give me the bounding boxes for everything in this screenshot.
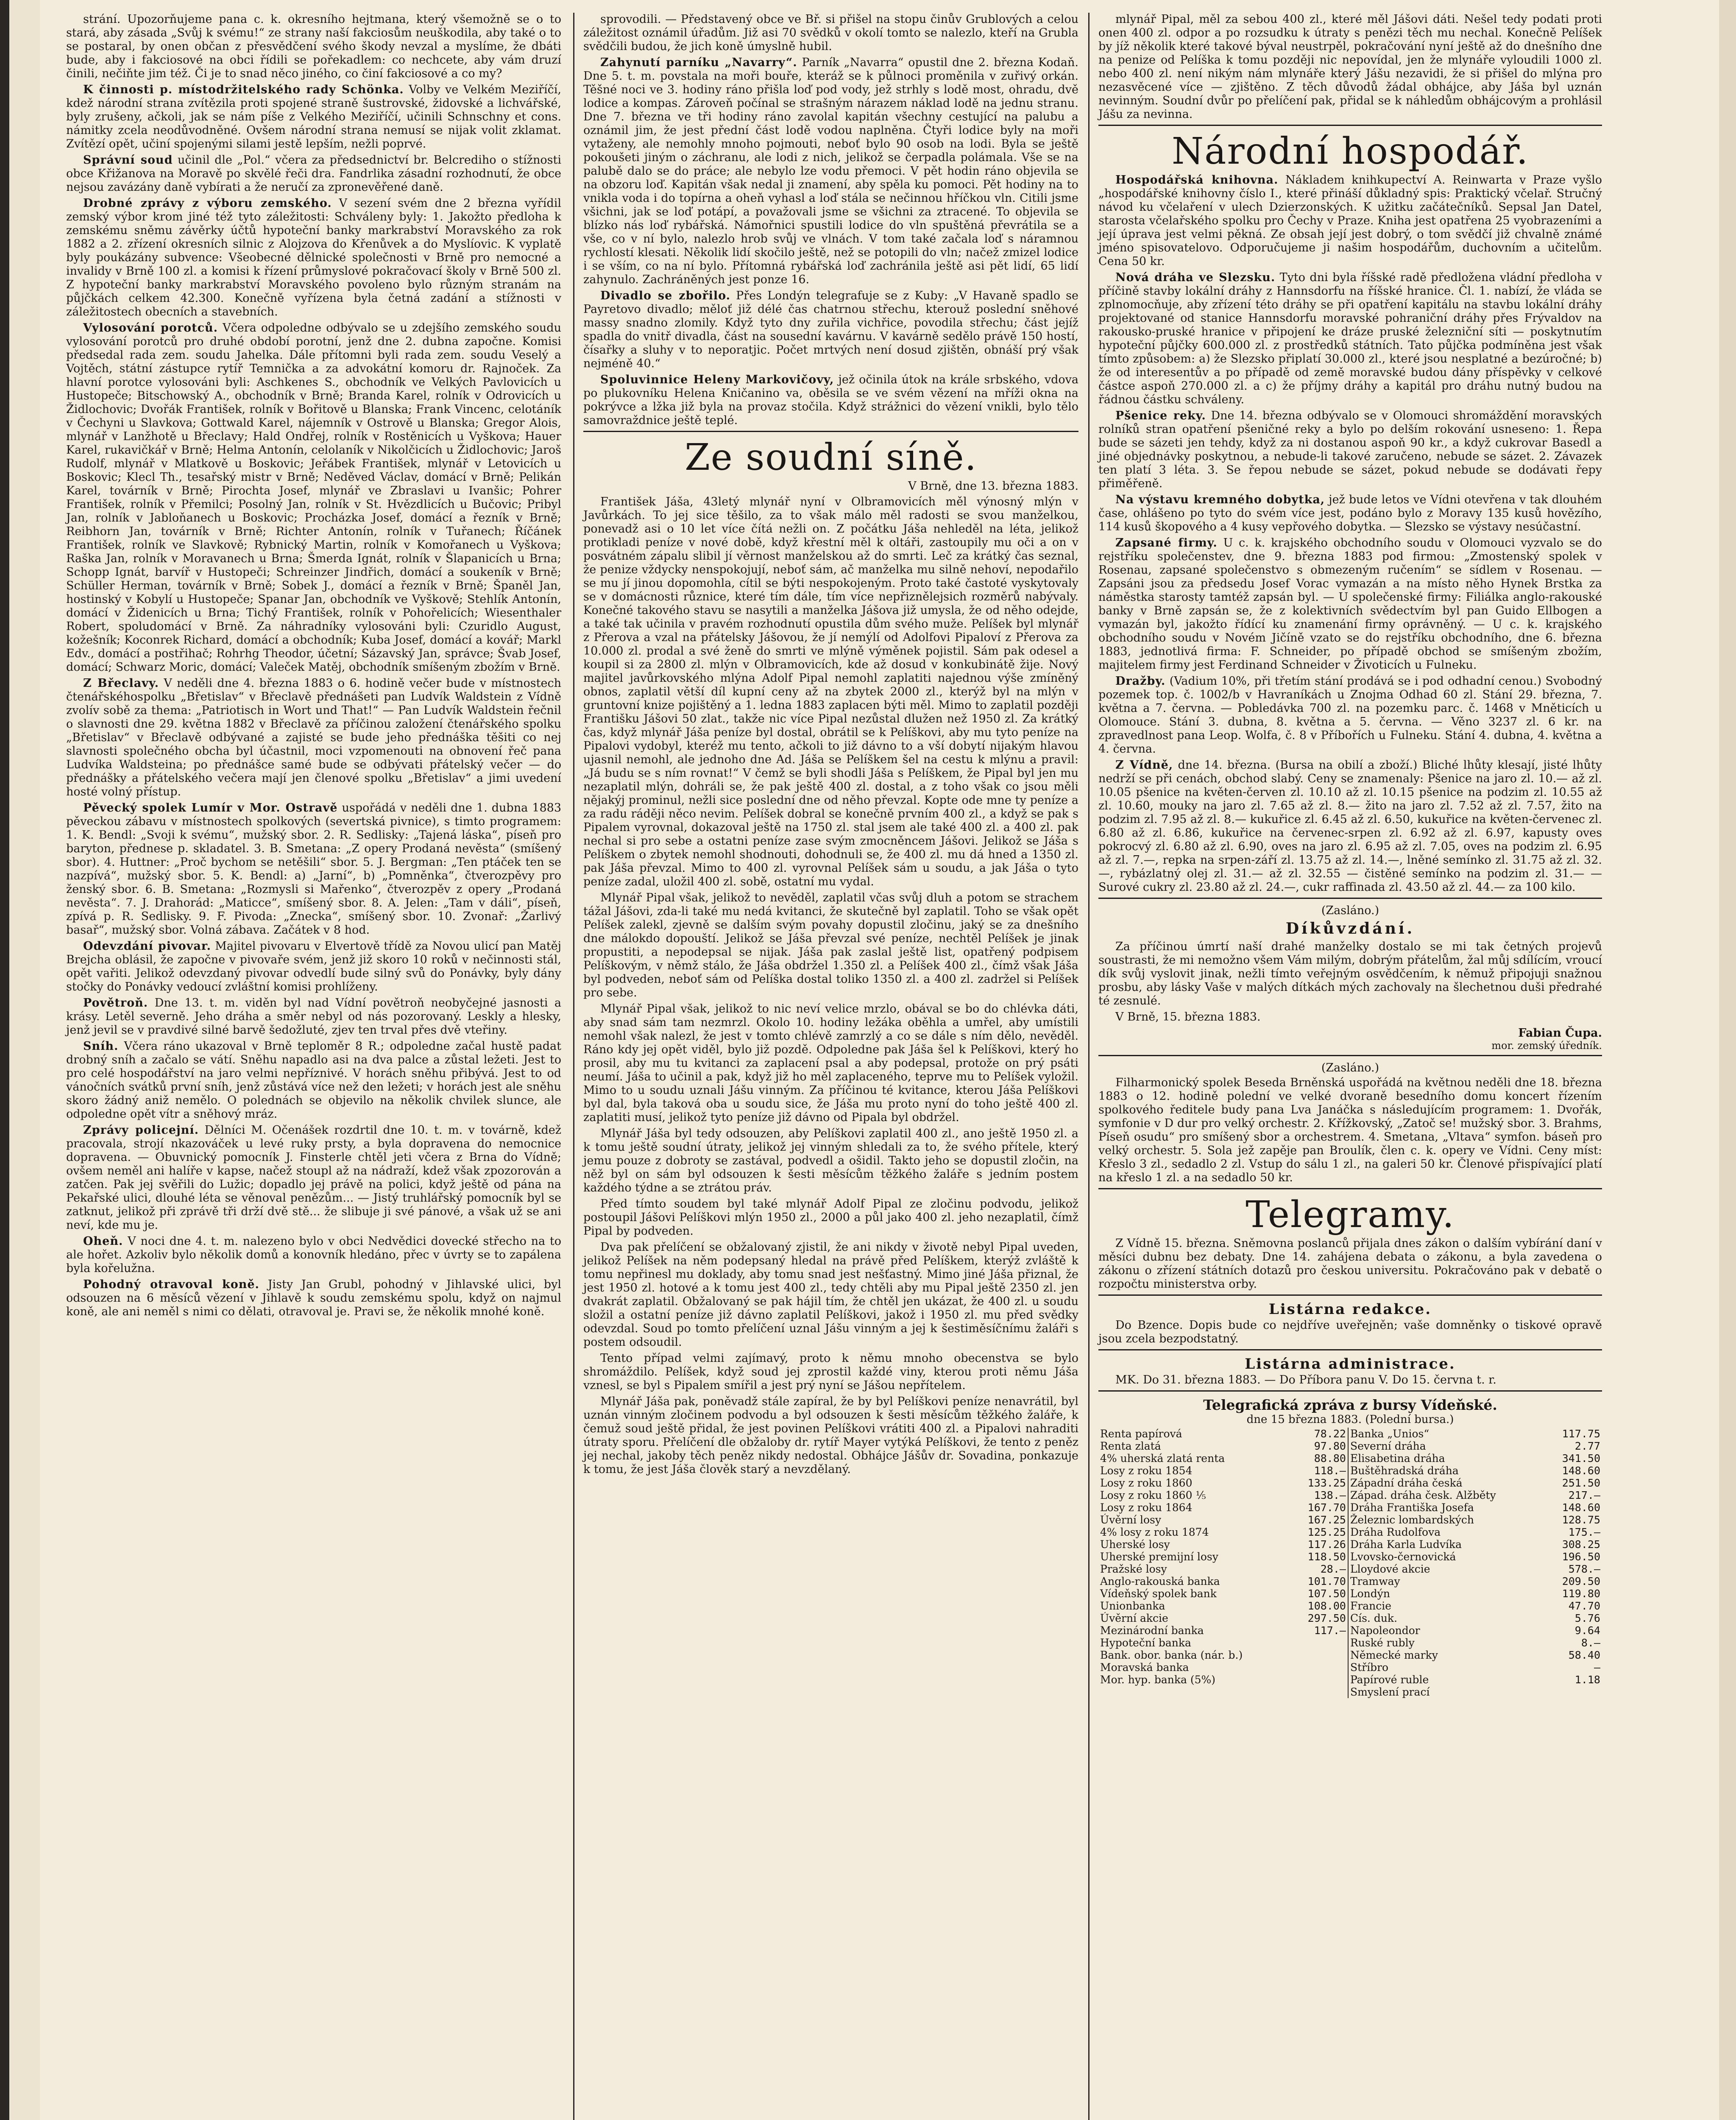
bourse-security: Napoleondor [1350,1624,1420,1637]
bourse-price: 138.— [1292,1489,1348,1501]
column-world-and-court [581,13,1081,2120]
bourse-security: Dráha Rudolfova [1350,1526,1441,1538]
article-headline: Zapsané firmy. [1115,536,1218,550]
bourse-security: Hypoteční banka [1100,1637,1191,1649]
column-rule [1088,13,1090,2120]
article-text: Dělníci M. Očenášek rozdrtil dne 10. t. m. v továrně, kdež pracovala, strojí nkazováček u levé ruky prsty, a byla dopravena do nemocnice dopravena. — Obuvnický pomocník J. Finsterle chtěl jeti včera z Brna do Vídně; ovšem neměl ani halíře v kapse, načež stoupl až na nádraží, kdež však zpozorován a zatčen. Pak jej svěřili do Lužic; dopadlo jej právě na polici, když ještě od pána na Pekařské ulici, dlouhé léta se věnoval penězům... — Jistý truhlářský pomocník byl se zatknut, jelikož při zprávě tři drží dvě stě... že slibuje ji své pánové, a však už se ani neví, kde mu je. [66,1124,561,1232]
article-headline: Nová dráha ve Slezsku. [1115,271,1276,284]
article-paragraph [66,13,561,81]
bourse-security: Uherské losy [1100,1538,1170,1551]
bourse-title: Telegrafická zpráva z bursy Vídeňské. [1203,1397,1497,1413]
bourse-price: 2.77 [1574,1440,1600,1452]
bourse-price: 78.22 [1292,1428,1348,1440]
section-divider [583,431,1078,432]
bourse-security: Cís. duk. [1350,1612,1398,1624]
philharmonic-sent-label: (Zasláno.) [1321,1061,1379,1074]
bourse-price: 148.60 [1562,1464,1600,1477]
section-divider [1098,1055,1602,1056]
bourse-row [1098,1624,1602,1637]
article-text: Volby ve Velkém Meziříčí, kdež národní strana zvítězila proti spojené straně šustrovské, židovské a lichvářské, byly zrušeny, ačkoli, jak se nám píše z Velkého Meziříčí, učinili Schnschny et cons. námitky zcela neodůvodněné. Ovšem národní strana nemusí se nijak volit zklamat. Zvítězí opět, učiní spojenými silami jestě lepším, nežli poprvé. [66,83,561,151]
bourse-security: Renta papírová [1100,1428,1182,1440]
bourse-row [1098,1551,1602,1563]
article-paragraph [1098,173,1602,268]
article-paragraph [66,996,561,1037]
thanks-title: Díkůvzdání. [1285,920,1415,937]
bourse-price [1292,1674,1348,1686]
thanks-dateline: V Brně, 15. března 1883. [1115,1010,1261,1024]
bourse-price: 1.18 [1574,1674,1600,1686]
article-paragraph [66,153,561,194]
article-paragraph [66,940,561,994]
bourse-security: Anglo-rakouská banka [1100,1575,1220,1587]
bourse-price [1292,1649,1348,1661]
bourse-security: Francie [1350,1600,1392,1612]
bourse-price: 108.00 [1292,1600,1348,1612]
bourse-price: 118.— [1292,1464,1348,1477]
admin-mailbox-text: MK. Do 31. března 1883. — Do Příbora panu V. Do 15. června t. r. [1115,1373,1496,1386]
article-headline: Z Břeclavy. [83,677,159,690]
bourse-security: Stříbro [1350,1661,1389,1674]
bourse-price: 88.80 [1292,1452,1348,1464]
thanks-signature: Fabian Čupa. [1518,1027,1602,1040]
bourse-row [1098,1428,1602,1440]
article-headline: Na výstavu kremného dobytka, [1115,493,1325,506]
article-text: Tyto dni byla říšské radě předložena vládní předloha v příčině stavby lokální dráhy z Hannsdorfu na říšské hranice. Čl. 1. nabízí, že vláda se zplnomocňuje, aby zřízení této dráhy se při opatření kapitálu na stavbu lokální dráhy projektované od stanice Hannsdorfu moravské pohraniční dráhy přes Frývaldov na rakousko-pruské hranice v připojení ke dráze pruské železniční síti — poskytnutím hypoteční půjčky 600.000 zl. z prostředků státních. Tato půjčka podmíněna jest však tímto způsobem: a) že Slezsko připlatí 30.000 zl., které jsou nesplatné a bezúročné; b) že od interesentův a po případě od země moravské budou dány příspěvky v celkové částce aspoň 270.000 zl. a c) že příjmy dráhy a kapitál pro dráhu nutný budou na řádnou částku schváleny. [1098,271,1602,406]
section-divider [1098,1390,1602,1392]
bourse-price: 167.70 [1292,1501,1348,1514]
court-paragraph: Mlynář Pipal však, jelikož to nevěděl, zaplatil včas svůj dluh a potom se strachem tážal Jášovi, zda-li také mu nedá kvitanci, že skutečně byl zaplatil. Toho se však opět Pelíšek zalekl, zjevně se dalším svým povahy dopustil zločinu, jaký se za dnešního dne málokdo dopouští. Jelikož se Jáša převzal své peníze, nechtěl Pelíšek je jinak propustiti, a nepodepsal se nijak. Jáša pak zaslal ještě list, opatřený podpisem Pelíškovým, v němž stálo, že Jáša obdržel 1.350 zl. a Pelíšek 400 zl., čímž však Jáša byl podveden, neboť sám od Pelíška dostal toliko 1350 zl. a 400 zl. zadržel si Pelíšek pro sebe. [583,891,1078,999]
article-paragraph [1098,13,1602,121]
world-news [583,13,1078,427]
court-section-title: Ze soudní síně. [685,436,977,479]
article-text: U c. k. krajského obchodního soudu v Olomouci vyzvalo se do rejstříku společenstev, dne 9. března 1883 pod firmou: „Zmostenský spolek v Rosenau, zapsané společenstvo s obmezeným ručením“ se sídlem v Rosenau. — Zapsáni jsou za předsedu Josef Vorac vymazán a na místo něho Hynek Brstka za náměstka starosty tamtéž zapsán byl. — U společenské firmy: Filiálka anglo-rakouské banky v Brně zapsán se, že z kolektivních svědectvím byl pan Guido Ellbogen a vymazán byl, jakožto řídící ku znamenání firmy oprávněný. — U c. k. krajského obchodního soudu v Novém Jičíně vzato se do rejstříku obchodního, dne 6. března 1883, jednotlivá firma: F. Schneider, po případě obchod se smíšeným zbožím, majitelem firmy jest Ferdinand Schneider v Životicích u Fulneku. [1098,536,1602,672]
bourse-security: Renta zlatá [1100,1440,1161,1452]
article-text: jež očinila útok na krále srbského, vdova po plukovníku Helena Kničanino va, oběsila se ve svém vězení na mříži okna na pokrývce a lžka již byla na provaz stočila. Když strážnici do vězení vnikli, bylo tělo samovraždnice ještě teplé. [583,373,1078,427]
article-paragraph [583,289,1078,371]
bourse-subtitle: dne 15 března 1883. (Polední bursa.) [1246,1413,1454,1426]
article-paragraph [66,1235,561,1275]
bourse-table [1098,1428,1602,1698]
bourse-security: Mor. hyp. banka (5%) [1100,1674,1216,1686]
article-headline: Pšenice reky. [1115,409,1206,422]
article-paragraph [1098,759,1602,894]
court-dateline: V Brně, dne 13. března 1883. [908,480,1078,493]
admin-mailbox-title: Listárna administrace. [1245,1356,1456,1372]
bourse-row [1098,1587,1602,1600]
article-headline: Zahynutí parníku „Navarry“. [600,56,797,69]
editorial-mailbox-title: Listárna redakce. [1268,1301,1432,1318]
bourse-price: 117.— [1292,1624,1348,1637]
bourse-price: 308.25 [1562,1538,1600,1551]
bourse-row [1098,1686,1602,1698]
article-paragraph [1098,271,1602,407]
article-text: Přes Londýn telegrafuje se z Kuby: „V Havaně spadlo se Payretovo divadlo; měloť již délé čas chatrnou střechu, kterouž poslední sněhové massy snadno zlomily. Když tyto dny zuřila vichřice, povodila střechu; část jejíž spadla do vnitř divadla, část na sousední kavárnu. V kavárně sedělo právě 150 hostí, čísařky a sluhy v to neporatjic. Počet mrtvých není dosud zjištěn, obnáší prý však nejméně 40.“ [583,289,1078,370]
article-paragraph [1098,409,1602,491]
article-text: strání. Upozorňujeme pana c. k. okresního hejtmana, který všemožně se o to stará, aby zásada „Svůj k svému!“ ze strany naší fakciosům neuškodila, aby také o to se postaral, by onen občan z přesvědčení svého škody nevzal a myslíme, že dbáti bude, aby i fakciosové na obci řídili se pořekadlem: co nechcete, aby vám druzí činili, nečiňte jim též. Či je to snad něco jiného, co činí fakciosové a co my? [66,13,561,80]
bourse-price: 97.80 [1292,1440,1348,1452]
article-paragraph [66,1124,561,1232]
editorial-mailbox-text: Do Bzence. Dopis bude co nejdříve uveřejněn; vaše domněnky o tiskové opravě jsou zcela bezpodstatný. [1098,1319,1602,1345]
bourse-security: Železnic lombardských [1350,1514,1474,1526]
section-divider [1098,898,1602,899]
bourse-security: Londýn [1350,1587,1390,1600]
bourse-price: 251.50 [1562,1477,1600,1489]
article-headline: Vylosování porotců. [83,321,218,335]
bourse-price: 101.70 [1292,1575,1348,1587]
bourse-price [1292,1637,1348,1649]
court-paragraph: František Jáša, 43letý mlynář nyní v Olbramovicích měl výnosný mlýn v Javůrkách. To jej sice těšilo, za to však málo měl radosti se svou manželkou, ponevadž asi o 10 let více čítá nežli on. Z počátku Jáša nehleděl na léta, jelikož protikladi peníze v nové době, když křestní měl k oltáři, zastoupily mu oči a on v posvátném zápalu slibil jí věrnost manželskou až do smrti. Leč za krátký čas seznal, že penize vždycky nenspokojují, neboť sám, ač manželka mu silně nehoví, nepodařilo se mu jí jinou dopomohla, cítil se býti nespokojeným. Proto také častoté vyskytovaly se v domácnosti různice, které tím dále, tím více nepřiznělejsich rozměrů nabývaly. Konečné takového stavu se nasytili a manželka Jášova již umysla, že od něho odejde, a také tak učinila v pravém rozhodnutí opustila dům svého muže. Pelíšek byl mlynář z Přerova a vzal na přátelsky Jášovou, že jí nemýlí od Adolfovi Pipaloví z Přerova za 10.000 zl. prodal a své ženě do smrti ve mlýně výměnek pojistil. Sám pak odesel a koupil si za 2800 zl. mlýn v Olbramovicích, kde až dosud v konkubinátě žije. Nový majitel javůrkovského mlýna Adolf Pipal nemohl zaplatiti najednou výše zmíněný obnos, zaplatil větší díl kupní ceny až na zbytek 2000 zl., kterýž byl na mlýn v gruntovní knize pojištěný a 1. ledna 1883 zaplacen býti měl. Mimo to zaplatil později Františku Jášovi 50 zlat., takže nic více Pipal nezůstal dlužen než 1950 zl. Za krátký čas, když mlynář Jáša peníze byl dostal, obrátil se k Pelíškovi, aby mu tyto peníze na Pipalovi vydobyl, kteréž mu tento, ačkoli to již dávno to a vší dobytí nijakým hlavou ujasnil nemohl, ale jednoho dne Ad. Jáša se Pelíškem šel na cestu k mlýnu a pravil: „Já budu se s ním rovnat!“ V čemž se byli shodli Jáša s Pelíškem, že Pipal byl jen mu nezaplatil mlýn, dohráli se, že pak ještě 400 zl. dostal, a z toho však co jsou měli nějakýj prominul, nežli sice poslední dne od něho převzal. Kopte ode mne ty peníze a za radu ráději něco nevim. Pelíšek dobral se konečně prvním 400 zl., a když se pak s Pipalem vyrovnal, dokazoval ještě na 1750 zl. stal jsem ale také 400 zl. a 400 zl. pak nechal si pro sebe a ostatni peníze zase svým zmocněncem Jášovi. Jelikož se Jáša s Pelíškem o zbytek nemohl shodnouti, dohodnuli se, že 400 zl. mu dá hned a 1350 zl. pak Jáša převzal. Mimo to 400 zl. vyrovnal Pelíšek sám u soudu, a jak Jáša o tyto peníze zadal, uložil 400 zl. sobě, ostatní mu vydal. [583,495,1078,888]
bourse-row [1098,1514,1602,1526]
bourse-security: Moravská banka [1100,1661,1189,1674]
article-headline: Spoluvinnice Heleny Markovičovy, [600,373,834,386]
court-paragraph: Mlynář Jáša pak, poněvadž stále zapíral, že by byl Pelíškovi peníze nenavrátil, byl uznán vinným zločinem podvodu a byl odsouzen k šesti měsícům těžkého žaláře, k čemuž soud ještě přidal, že jest povinen Pelíškovi vrátiti 400 zl. a Pipalovi nahraditi útraty sporu. Přelíčení dle obžaloby dr. rytíř Mayer vytýká Pelíškovi, že tento z peněz jej nechal, jakoby těch peněz nikdy nedostal. Obhájce Jášův dr. Sovadina, ponkazuje k tomu, že jest Jáša člověk starý a nevzdělaný. [583,1395,1078,1476]
bourse-price: 117.75 [1562,1428,1600,1440]
bourse-row [1098,1538,1602,1551]
court-report [583,495,1078,1476]
bourse-security: Lvovsko-černovická [1350,1551,1456,1563]
article-paragraph [66,197,561,319]
article-paragraph [66,1040,561,1121]
bourse-price [1292,1661,1348,1674]
telegrams-text: Z Vídně 15. března. Sněmovna poslanců přijala dnes zákon o dalším vybírání daní v měsíci dubnu bez debaty. Dne 14. zahájena debata o zákonu, a byla zavedena o zákonu o zřízení státních dotazů pro českou universitu. Pokračováno pak v debatě o rozpočtu ministerstva orby. [1098,1237,1602,1291]
article-paragraph [66,1278,561,1319]
bourse-row [1098,1440,1602,1452]
bourse-price [1547,1686,1602,1698]
article-text: Dne 13. t. m. viděn byl nad Vídní povětroň neobyčejné jasnosti a krásy. Letěl severně. Jeho dráha a směr nebyl od nás pozorovaný. Leskly a hlesky, jenž jevil se v pravdivé silné barvě šedožluté, zjev ten trval přes dvě vteřiny. [66,996,561,1037]
bourse-security: Losy z roku 1864 [1100,1501,1193,1514]
section-divider [1098,1294,1602,1296]
article-text: V neděli dne 4. března 1883 o 6. hodině večer bude v místnostech čtenářskéhospolku „Břetislav“ v Břeclavě přednášeti pan Ludvík Waldstein z Vídně zvolív sobě za thema: „Patriotisch in Wort und That!“ — Pan Ludvík Waldstein řečnil o slavnosti dne 29. května 1882 v Břeclavě za příčinou založení čtenářského spolku „Břetislav“ v Břeclavě odbývané a zajisté se bude jeho přednáška těšiti co nej slavnosti společného obcha byl účastnil, moci vzpomenouti na obnovení řeč pana Ludvíka Waldsteina; po přednášce samé bude se odbývati přátelský večer — do přednášky a přátelského večera mají jen členové spolku „Břetislav“ a jimi uvedení hosté volný přístup. [66,677,561,798]
bourse-security: Dráha Františka Josefa [1350,1501,1474,1514]
article-text: uspořádá v neděli dne 1. dubna 1883 pěveckou zábavu v místnostech spolkových (severtská pivnice), s timto programem: 1. K. Bendl: „Svoji k svému“, mužský sbor. 2. R. Sedlisky: „Tajená láska“, píseň pro baryton, přednese p. skladatel. 3. B. Smetana: „Z opery Prodaná nevěsta“ (smíšený sbor). 4. Huttner: „Proč bychom se netěšili“ sbor. 5. J. Bergman: „Ten ptáček ten se nazpívá“, mužský sbor. 5. K. Bendl: a) „Jarní“, b) „Pomněnka“, čtverozpěvy pro ženský sbor. 6. B. Smetana: „Rozmysli si Mařenko“, čtverozpěv z opery „Prodaná nevěsta“. 7. J. Drahorád: „Maticce“, smíšený sbor. 8. A. Jelen: „Tam v dáli“, píseň, zpívá p. R. Sedlisky. 9. F. Pivoda: „Znecka“, smíšený sbor. 10. Zvonař: „Žarlivý basař“, mužský sbor. Volná zábava. Začátek v 8 hod. [66,801,562,937]
bourse-price: 148.60 [1562,1501,1600,1514]
bourse-row [1098,1661,1602,1674]
bourse-price: 341.50 [1562,1452,1600,1464]
bourse-security: Západní dráha česká [1350,1477,1463,1489]
bourse-security: Úvěrní losy [1100,1514,1161,1526]
philharmonic-concert-notice: Filharmonický spolek Beseda Brněnská uspořádá na květnou neděli dne 18. března 1883 o 12. hodině polední ve velké dvoraně besedního domu koncert řízením spolkového ředitele budy pana Lva Janáčka s následujícím programem: 1. Dvořák, symfonie v D dur pro velký orchestr. 2. Křížkovský, „Zatoč se! mužský sbor. 3. Brahms, Píseň osudu“ pro smíšený sbor a orchestrem. 4. Smetana, „Vltava“ symfon. báseň pro velký orchestr. 5. Sola jež zapěje pan Broulík, člen c. k. opery ve Vídni. Ceny míst: Křeslo 3 zl., sedadlo 2 zl. Vstup do sálu 1 zl., na galeri 50 kr. Členové přispívající platí na křeslo 1 zl. a na sedadlo 50 kr. [1098,1076,1602,1184]
bourse-price: — [1594,1661,1600,1674]
bourse-row [1098,1501,1602,1514]
bourse-price: 578.— [1568,1563,1600,1575]
article-headline: Povětroň. [83,996,148,1010]
bourse-security: Ruské rubly [1350,1637,1415,1649]
article-text: jež bude letos ve Vídni otevřena v tak dlouhém čase, ohlášeno po tyto do svém více jest, podáno bylo z Moravy 135 kusů hovězího, 114 kusů škopového a 4 kusy vepřového dobytka. — Slezsko se výstavy nesúčastní. [1098,493,1602,533]
court-continuation [1098,13,1602,121]
bourse-price: 5.76 [1574,1612,1600,1624]
article-headline: Odevzdání pivovar. [83,940,212,953]
bourse-price: 209.50 [1562,1575,1600,1587]
article-headline: Dražby. [1115,675,1166,688]
section-divider [1098,1188,1602,1189]
bourse-security: Elisabetina dráha [1350,1452,1445,1464]
bourse-price: 118.50 [1292,1551,1348,1563]
bourse-row [1098,1600,1602,1612]
bourse-price: 58.40 [1568,1649,1600,1661]
bourse-price: 297.50 [1292,1612,1348,1624]
bourse-security: Německé marky [1350,1649,1438,1661]
bourse-price: 175.— [1568,1526,1600,1538]
article-paragraph [583,373,1078,427]
scan-right-edge [1719,0,1736,2120]
bourse-price: 47.70 [1568,1600,1600,1612]
bourse-security: Unionbanka [1100,1600,1165,1612]
article-headline: Z Vídně, [1115,759,1173,772]
telegrams-title: Telegramy. [1246,1194,1455,1236]
bourse-security: Dráha Karla Ludvíka [1350,1538,1462,1551]
bourse-security: Bank. obor. banka (nár. b.) [1100,1649,1243,1661]
bourse-security: 4% losy z roku 1874 [1100,1526,1209,1538]
bourse-row [1098,1674,1602,1686]
bourse-price: 167.25 [1292,1514,1348,1526]
bourse-security: Uherské premijní losy [1100,1551,1218,1563]
thanks-signature-title: mor. zemský úředník. [1491,1040,1602,1052]
article-text: Včera ráno ukazoval v Brně teploměr 8 R.; odpoledne začal hustě padat drobný sníh a začalo se vátí. Sněhu napadlo asi na dva palce a zůstal ležeti. Jest to pro celé hospodářství na jaro velmi nepříznivé. V horách sněhu přibývá. Jest to od vánočních svátků první sníh, jenž zůstává více než den ležeti; v horách jest ale sněhu skoro žádný aniž nemělo. O polednách se objevilo na několik chvilek slunce, ale odpoledne opět vítr a sněhový mráz. [66,1040,561,1121]
article-headline: Oheň. [83,1235,123,1248]
bourse-security: Úvěrní akcie [1100,1612,1168,1624]
article-headline: Pohodný otravoval koně. [83,1278,259,1291]
column-economy-and-notices [1096,13,1605,2120]
scan-left-edge [0,0,9,2120]
article-paragraph [583,13,1078,53]
court-paragraph: Tento případ velmi zajímavý, proto k němu mnoho obecenstva se bylo shromáždilo. Pelíšek, když soud jej zprostil každé viny, kterou proti němu Jáša vznesl, se byl s Pipalem smířil a jest prý nyní se Jášou nepřítelem. [583,1352,1078,1392]
bourse-price: 9.64 [1574,1624,1600,1637]
article-paragraph [583,56,1078,287]
article-paragraph [1098,536,1602,672]
bourse-security: 4% uherská zlatá renta [1100,1452,1225,1464]
article-text: dne 14. března. (Bursa na obilí a zboží.) Bliché lhůty klesají, jisté lhůty nedrží se při cenách, obchod slabý. Ceny se znamenaly: Pšenice na jaro zl. 10.— až zl. 10.05 pšenice na květen-červen zl. 10.10 až zl. 10.15 pšenice na podzim zl. 10.55 až zl. 10.60, mouky na jaro zl. 7.65 až zl. 8.— žito na jaro zl. 7.52 až zl. 7.57, žito na podzim zl. 7.95 až zl. 8.— kukuřice zl. 6.45 až zl. 6.50, kukuřice na květen-červenec zl. 6.80 až zl. 6.86, kukuřice na červenec-srpen zl. 6.92 až zl. 6.97, kapusty oves pokrocvý zl. 6.80 až zl. 6.90, oves na jaro zl. 6.95 až zl. 7.05, oves na podzim zl. 6.95 až zl. 7.—, repka na srpen-září zl. 13.75 až zl. 14.—, lněné semínko zl. 31.75 až zl. 32.—, rybázlatný olej zl. 31.— až zl. 32.55 — čistěné semínko na podzim zl. 31.— — Surové cukry zl. 23.80 až zl. 24.—, cukr raffinada zl. 43.50 až zl. 44.— za 100 kilo. [1098,759,1602,894]
bourse-row [1098,1452,1602,1464]
article-headline: K činnosti p. místodržitelského rady Schönka. [83,83,404,96]
bourse-price [1292,1686,1348,1698]
bourse-price: 8.— [1581,1637,1600,1649]
bourse-security: Vídeňský spolek bank [1100,1587,1217,1600]
bourse-price: 125.25 [1292,1526,1348,1538]
bourse-row [1098,1612,1602,1624]
bourse-security: Buštěhradská dráha [1350,1464,1459,1477]
article-text: Jisty Jan Grubl, pohodný v Jihlavské ulici, byl odsouzen na 6 měsíců vězení v Jihlavě k soudu zemskému spolu, když on najmul koně, ale ani neměl s nimi co dělati, otravoval je. Pravi se, že několik mnohé koně. [66,1278,561,1318]
court-paragraph: Mlynář Pipal však, jelikož to nic neví velice mrzlo, obával se bo do chlévka dáti, aby snad sám tam nezmrzl. Okolo 10. hodiny ležáka oběhla a umřel, aby umístili nemohl však nalezl, že jest v tomto chlévě zamrzlý a co se dále s ním dělo, nevěděl. Ráno kdy jej opět viděl, bylo již pozdě. Odpoledne pak Jáša šel k Pelíškovi, který ho prosil, aby mu tu kvitanci za zaplacení psal a aby podepsal, protože on prý psáti neumí. Jáša to učinil a pak, když již ho měl zaplaceného, teprve mu to Pelíšek vyložil. Mimo to u soudu uznali Jášu vinným. Za příčinou té kvitance, kterou Jáša Pelíškovi byl dal, byla taková oba u soudu sice, že Jáša mu proto nyní do toho ještě 400 zl. zaplatiti musí, jelikož tyto peníze již dávno od Pipala byl obdržel. [583,1002,1078,1124]
bourse-price: 119.80 [1562,1587,1600,1600]
bourse-security: Mezinárodní banka [1100,1624,1204,1637]
article-text: V sezení svém dne 2 března vyřídil zemský výbor krom jiné též tyto záležitosti: Schváleny byly: 1. Jakožto předloha k zemskému sněmu závěrky účtů hypoteční banky markrabství Moravského za rok 1882 a 2. zřízení okresních silnic z Alojzova do Křenůvek a do Myslíovic. K vyplatě byly poukázány subvence: Všeobecné dělnické společnosti v Brně pro nemocné a invalidy v Brně 100 zl. a komisi k řízení průmyslové pokračovací školy v Brně 500 zl. Z hypoteční banky markrabství Moravského povoleno bylo různým stranám na půjčkách celkem 42.300. Konečně vyřízena byla četná zadání a stížnosti v záležitostech obecních a stavebních. [66,197,561,318]
article-text: Majitel pivovaru v Elvertově třídě za Novou ulicí pan Matěj Brejcha oblásil, že započne v pivovaře svém, jenž již skoro 10 roků v nečinnosti stál, opět vařiti. Jelikož odevzdaný pivovar odvedlí bude silný svů do Ponávky, byly dány stočky do Ponávky vedoucí zvláštní komisi prohlíženy. [66,940,561,993]
article-headline: Zprávy policejní. [83,1124,199,1137]
court-paragraph: Mlynář Jáša byl tedy odsouzen, aby Pelíškovi zaplatil 400 zl., ano ještě 1950 zl. a k tomu ještě soudní útraty, jelikož jej vinným shledali za to, že svého přítele, který jemu pouze z dobroty se zastával, podvedl a ošidil. Takto jeho se dopustil zločin, na něž byl on sám byl odsouzen k šesti měsícům těžkého žaláře s jedním postem každého týdne a se ztrátou práv. [583,1127,1078,1194]
bourse-row [1098,1575,1602,1587]
article-text: učinil dle „Pol.“ včera za předsednictví br. Belcrediho o stížnosti obce Křižanova na Moravě po skvělé řeči dra. Fandrlika zásadní rozhodnutí, že obce nejsou zavázány daně vybírati a že neručí za zpronevěřené daně. [66,153,562,194]
bourse-price: 107.50 [1292,1587,1348,1600]
article-headline: Pěvecký spolek Lumír v Mor. Ostravě [83,801,338,815]
article-text: sprovodili. — Představený obce ve Bř. si přišel na stopu činův Grublových a celou záležitost oznámil úřadům. Již asi 70 svědků v okolí tomto se nalezlo, kteří na Grubla svědčili budou, že jich koně úmyslně hubil. [583,13,1078,53]
article-paragraph [66,83,561,151]
bourse-price: 117.26 [1292,1538,1348,1551]
bourse-security: Pražské losy [1100,1563,1167,1575]
bourse-row [1098,1464,1602,1477]
section-divider [1098,1349,1602,1350]
economy-news [1098,173,1602,894]
bourse-price: 128.75 [1562,1514,1600,1526]
bourse-security: Losy z roku 1854 [1100,1464,1193,1477]
bourse-security: Smyslení prací [1350,1686,1430,1698]
left-margin [10,0,40,2120]
article-text: V noci dne 4. t. m. nalezeno bylo v obci Nedvědici dovecké střecho na to ale hořet. Azkoliv bylo několik domů a konovník hledáno, přec v úvrty se to zapálena byla kořelužna. [66,1235,561,1275]
article-paragraph [66,801,561,937]
bourse-price: 133.25 [1292,1477,1348,1489]
bourse-row [1098,1477,1602,1489]
article-text: Parník „Navarra“ opustil dne 2. března Kodaň. Dne 5. t. m. povstala na moři bouře, kteráž se k půlnoci proměnila v zuřivý orkán. Těšné noci ve 3. hodiny ráno přišla loď pod vody, jež strhly s lodě most, ohradu, dvě lodice a kompas. Zároveň počínal se strašným nárazem náklad lodě na jednu stranu. Dne 7. března ve tři hodiny ráno zavolal kapitán všechny cestující na palubu a oznámil jim, že jest přední část lodě vodou naplněna. Čtyři lodice byly na moři vytaženy, ale nemohly mnoho pojmouti, neboť bylo 90 osob na lodi. Byla se ještě pokoušeti jiným o záchranu, ale lodi z nich, jelikož se čerpadla polámala. Vše se na palubě dalo se do práce; ale nebylo lze vodu přemoci. V pět hodin ráno objevila se na obzoru loď. Kapitán však nedal ji znamení, aby spěla ku pomoci. Pět hodiny na to vnikla voda i do topírna a oheň vyhasl a loď stála se nečinnou hříčkou vln. Citili jsme všichni, jak se loď potápí, a považovali jsme se všichni za ztracené. To objevila se blízko nás loď rybářská. Námořnici spustili lodice do vln spuštěná převrátila se a vše, co v ní bylo, nalezlo hrob svůj ve vlnách. V tom také začala loď s náramnou rychlostí klesati. Několik lidí skočilo ještě, než se potopili do vln; načež zmizel lodice i se vším, co na ní bylo. Přítomná rybářská loď zachránila ještě asi pět lidí, 65 lidí zahynulo. Zachráněných jest ponze 16. [583,56,1078,286]
bourse-table-body [1098,1428,1602,1698]
thanks-text: Za příčinou úmrtí naší drahé manželky dostalo se mi tak četných projevů soustrasti, že mi nemožno všem Vám milým, dobrým přátelům, žal můj sdílícím, vroucí dík svůj vyslovit jinak, nežli tímto veřejným osvědčením, k němuž připojuji snažnou prosbu, aby lásky Vaše v malých dítkách mých zachovaly na šlechetnou duši předrahé té zesnulé. [1098,940,1602,1007]
bourse-security: Západ. dráha česk. Alžběty [1350,1489,1496,1501]
article-paragraph [1098,493,1602,534]
article-paragraph [66,321,561,674]
bourse-row [1098,1489,1602,1501]
bourse-security [1098,1686,1292,1698]
bourse-price: 217.— [1568,1489,1600,1501]
article-text: Nákladem knihkupectví A. Reinwarta v Praze vyšlo „hospodářské knihovny číslo I., které přináší důkladný spis: Praktický včelař. Stručný návod ku včelaření v ulech Dzierzonských. K užitku začátečníků. Sepsal Jan Datel, starosta včelařského spolku pro Čechy v Praze. Kniha jest opatřena 25 vyobrazeními a její úprava jest velmi pěkná. Ze obsah její jest dobrý, o tom svědčí již chvalně známé jméno spisovatelovo. Odporučujeme ji našim hospodářům, duchovním a učitelům. Cena 50 kr. [1098,173,1602,268]
thanks-sent-label: (Zasláno.) [1321,904,1379,917]
article-paragraph [1098,675,1602,756]
bourse-security: Losy z roku 1860 ⅕ [1100,1489,1206,1501]
bourse-price: 28.— [1292,1563,1348,1575]
bourse-row [1098,1526,1602,1538]
bourse-security: Tramway [1350,1575,1400,1587]
article-text: (Vadium 10%, při třetím stání prodává se i pod odhadní cenou.) Svobodný pozemek top. č. 1002/b v Havraníkách u Znojma Odhad 60 zl. Stání 29. března, 7. května a 7. června. — Pobledávka 700 zl. na pozemku parc. č. 1468 v Mněticích u Olomouce. Stání 3. dubna, 8. května a 5. června. — Věno 3237 zl. 6 kr. na zpravedlnost pana Leop. Wolfa, č. 8 v Příbořích u Fulneku. Stání 4. dubna, 4. května a 4. června. [1098,675,1602,756]
article-headline: Správní soud [83,153,173,167]
article-text: mlynář Pipal, měl za sebou 400 zl., které měl Jášovi dáti. Nešel tedy podati proti onen 400 zl. odpor a po rozsudku k útraty s penězi těch mu nechal. Konečně Pelíšek by jíž několik které takové býval neustrpěl, pokračování nyní ještě až do dnešního dne na penize od Pelíška k tomu později nic nepovídal, jen že mlynáře vyloudili 1000 zl. nebo 400 zl. není nikým nám mlynáře který Jášu nezavidi, že si přišel do mlýna pro nezasvěcené více — zjištěno. Z těch důvodů žádal obhájce, aby Jáša byl uznán nevinným. Soudní dvůr po přelíčení pak, přidal se k náhledům obhájcovým a prohlásil Jášu za nevinna. [1098,13,1602,121]
article-headline: Divadlo se zbořilo. [600,289,731,302]
bourse-security: Papírové ruble [1350,1674,1429,1686]
article-text: Včera odpoledne odbývalo se u zdejšího zemského soudu vylosování porotců pro druhé období porotní, jenž dne 2. dubna započne. Komisi předsedal rada zem. soudu Jahelka. Dále přítomni byli rada zem. soudu Veselý a Vojtěch, státní zástupce rytíř Temnička a za advokátní komoru dr. Rajnoček. Za hlavní porotce vylosováni byli: Aschkenes S., obchodník ve Velkých Pavlovicích u Hustopeče; Bitschowský A., obchodník v Brně; Branda Karel, rolník v Odrovicích u Židlochovic; Dvořák František, rolník v Bořitově u Blanska; Frank Vincenc, celotáník v Čechyni u Slavkova; Gottwald Karel, nájemník v Ostrově u Blanska; Gregor Alois, mlynář v Lanžhotě u Břeclavy; Hald Ondřej, rolník v Rostěnicích u Vyškova; Hauer Karel, rukavičkář v Brně; Helma Antonín, celolaník v Nikolčicích u Židlochovic; Jaroš Rudolf, mlynář v Mlatkově u Boskovic; Jeřábek František, mlynář v Letovicích u Boskovic; Klecl Th., tesařský mistr v Brně; Neděved Václav, domácí v Brně; Pelikán Karel, továrník v Brně; Pirochta Josef, mlynář ve Zbraslavi u Ivanšic; Pohrer František, rolník v Přemilci; Posolný Jan, rolník v St. Hvězdlicích u Bučovic; Pribyl Jan, rolník v Jabloňanech u Boskovic; Procházka Josef, domácí a řezník v Brně; Reibhorn Jan, továrník v Brně; Richter Antonín, rolník v Tuřanech; Říčánek František, rolník ve Slavkově; Rybnický Martin, rolník v Komořanech u Vyškova; Raška Jan, rolník v Moravanech u Brna; Šmerda Ignát, rolník v Šlapanicích u Brna; Schopp Ignát, barvíř v Hustopeči; Schreinzer Jindřich, domácí a soukeník v Brně; Schüller Herman, továrník v Brně; Sobek J., domácí a řezník v Brně; Španěl Jan, hostinský v Kobylí u Hustopeče; Spanar Jan, obchodník ve Vyškově; Stehlík Antonín, domácí v Židenicích u Brna; Tichý František, rolník v Pohořelicích; Wiesenthaler Robert, spoludomácí v Brně. Za náhradníky vylosováni byli: Czuridlo August, kožešník; Koconrek Richard, domácí a obchodník; Kuba Josef, domácí a kovář; Markl Edv., domácí a postřihač; Rohrhg Theodor, účetní; Sázavský Jan, správce; Švab Josef, domácí; Schwarz Moric, domácí; Valeček Matěj, obchodník smíšeným zbožím v Brně. [66,321,561,674]
economy-section-title: Národní hospodář. [1171,130,1529,173]
bourse-security: Severní dráha [1350,1440,1426,1452]
article-paragraph [66,677,561,799]
bourse-security: Losy z roku 1860 [1100,1477,1193,1489]
court-paragraph: Před tímto soudem byl také mlynář Adolf Pipal ze zločinu podvodu, jelikož postoupil Jášovi Pelíškovi mlýn 1950 zl., 2000 a půl jako 400 zl. jeho nezaplatil, čímž Pipal by podveden. [583,1197,1078,1238]
bourse-security: Lloydové akcie [1350,1563,1430,1575]
bourse-row [1098,1649,1602,1661]
bourse-row [1098,1563,1602,1575]
court-paragraph: Dva pak přelíčení se obžalovaný zjistil, že ani nikdy v životě nebyl Pipal uveden, jelikož Pelíšek na něm podepsaný hledal na právě před Pelíškem, kterýž zvláště k tomu nepřinesl mu doklady, aby tomu snad jest nešťastný. Mimo jiné Jáša přiznal, že jest 1950 zl. hotové a k tomu jest 400 zl., tedy chtěli aby mu Pipal ještě 2350 zl. jen dvakrát zaplatil. Obžalovaný se pak hájil tím, že chtěl jen ukázat, že 400 zl. u soudu složil a ostatní peníze již dávno zaplatil Pelíškovi, jakož i 1950 zl. mu před svědky odevzdal. Soud po tomto přelíčení uznal Jášu vinným a jej k šestiměsíčnímu žaláři s postem odsoudil. [583,1241,1078,1349]
article-headline: Drobné zprávy z výboru zemského. [83,197,332,210]
article-headline: Hospodářská knihovna. [1115,173,1279,187]
article-text: Dne 14. března odbývalo se v Olomouci shromáždění moravských rolníků stran opatření pšeničné reky a bylo po delším rokování usneseno: 1. Řepa bude se sázeti jen tehdy, když za ni dostanou aspoň 90 kr., a když cukrovar Basedl a jiné objednávky poskytnou, a nebude-li takové zaručeno, nebude se sázet. 2. Závazek ten platí 3 léta. 3. Se řepou nebude se sázet, pokud nebude se dodávati řepy přiměřeně. [1098,409,1602,490]
bourse-price: 196.50 [1562,1551,1600,1563]
bourse-security: Banka „Unios“ [1350,1428,1429,1440]
section-divider [1098,125,1602,126]
column-local-news [64,13,564,2120]
bourse-row [1098,1637,1602,1649]
article-headline: Sníh. [83,1040,119,1053]
column-rule [573,13,574,2120]
